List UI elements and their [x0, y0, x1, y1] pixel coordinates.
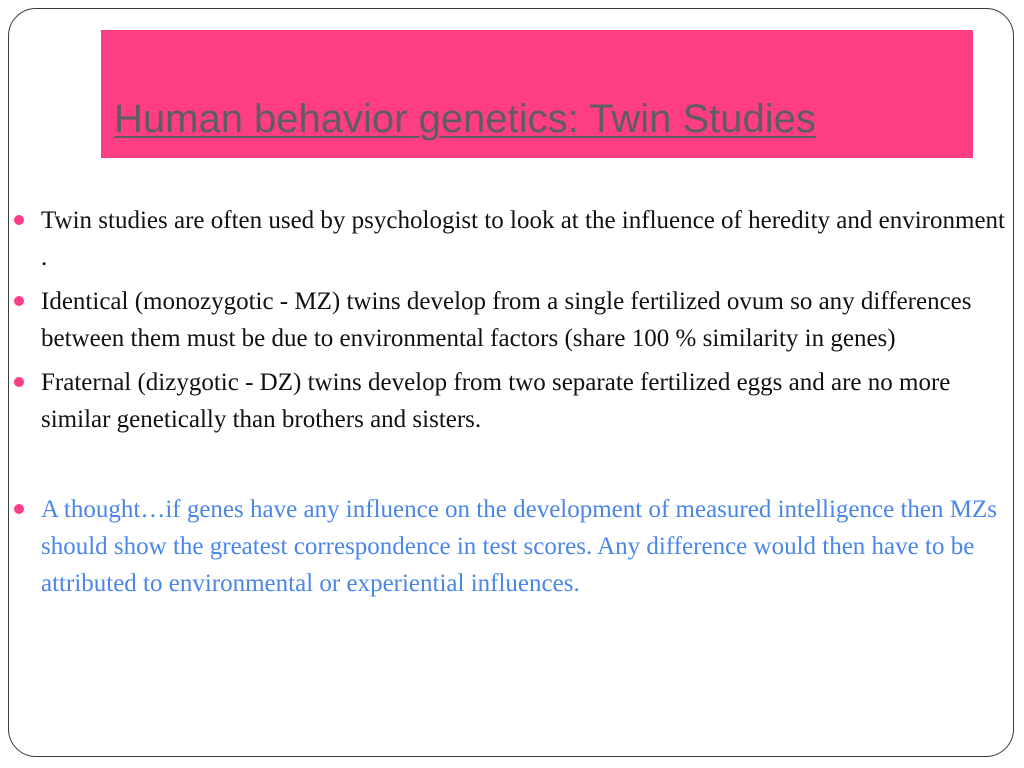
slide-title: Human behavior genetics: Twin Studies [114, 97, 816, 141]
bullet-text: Identical (monozygotic - MZ) twins develop from a single fertilized ovum so any differences between them must be due to environmental factors (share 100 % similarity in genes) [41, 288, 972, 352]
bullet-dot-icon [14, 296, 24, 306]
bullet-dot-icon [14, 215, 24, 225]
bullet-list [12, 202, 1012, 602]
bullet-dot-icon [14, 504, 24, 514]
bullet-item-identical-twins [12, 283, 1012, 357]
bullet-text: A thought…if genes have any influence on the development of measured intelligence then MZs should show the greatest correspondence in test scores. Any difference would then have to be attributed to environmental or experiential influences. [41, 496, 997, 597]
bullet-text: Twin studies are often used by psychologist to look at the influence of heredity and environment . [41, 207, 1005, 271]
bullet-item-a-thought [12, 491, 1012, 602]
bullet-text: Fraternal (dizygotic - DZ) twins develop from two separate fertilized eggs and are no more similar genetically than brothers and sisters. [41, 369, 951, 433]
bullet-item-fraternal-twins [12, 364, 1012, 438]
bullet-dot-icon [14, 377, 24, 387]
bullet-item-twin-studies [12, 202, 1012, 276]
title-banner [101, 30, 973, 158]
